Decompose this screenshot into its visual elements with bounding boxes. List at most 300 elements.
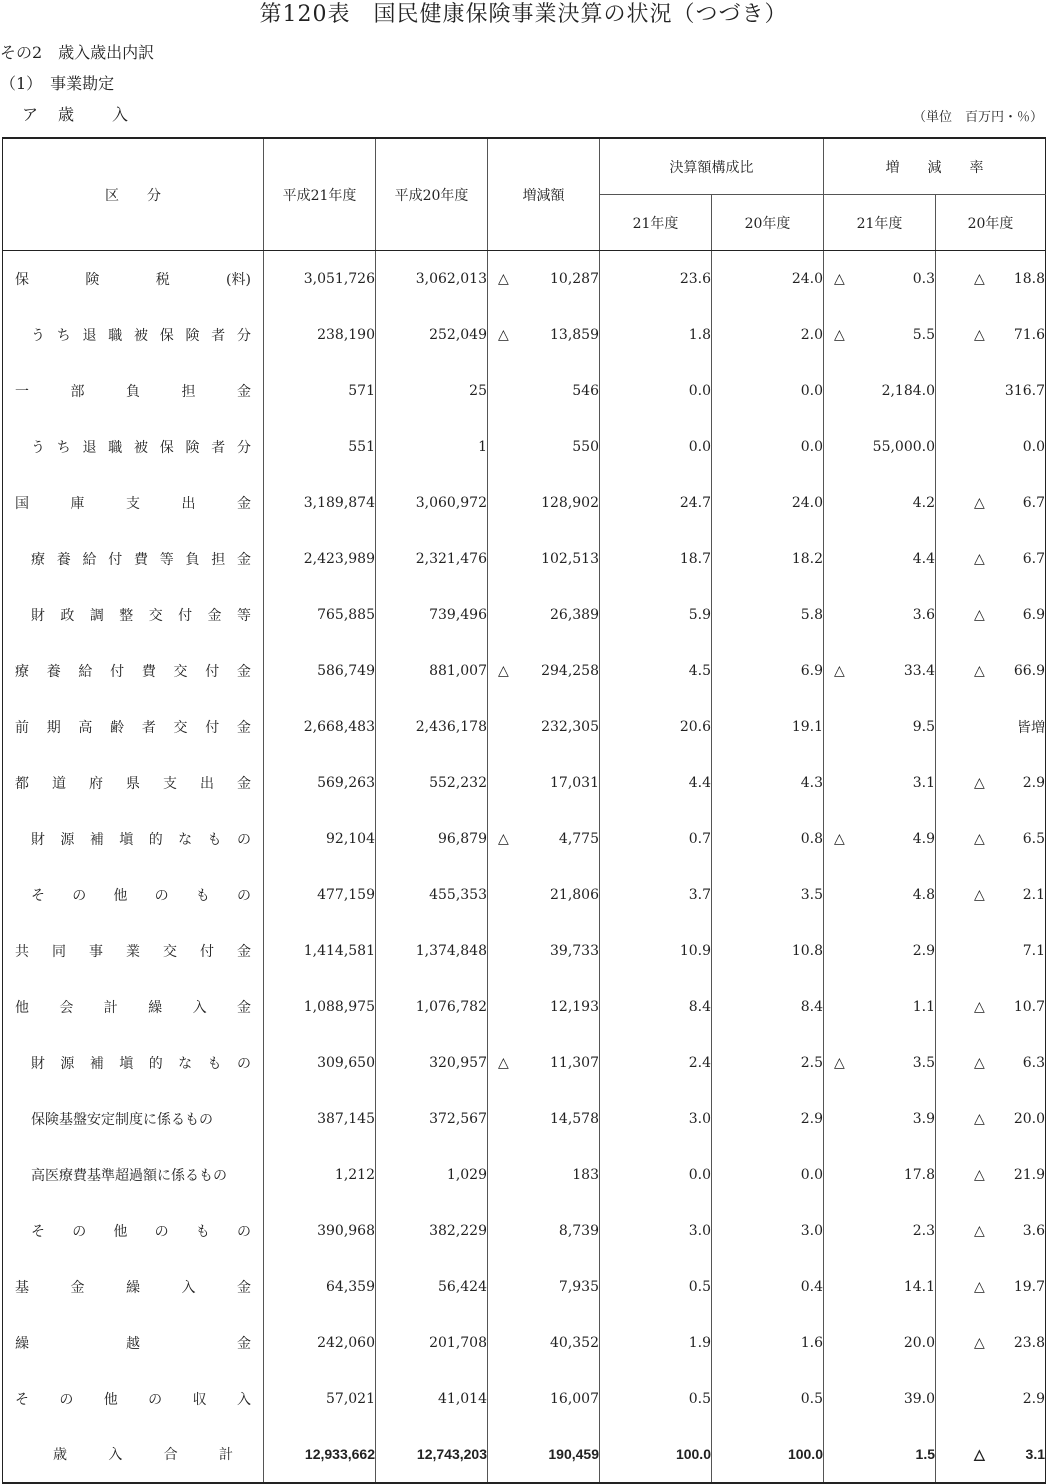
row-label-part: 入 <box>236 1391 251 1408</box>
table-row <box>3 419 1046 475</box>
value-h21: 477,159 <box>264 867 376 923</box>
value-h21: 390,968 <box>264 1203 376 1259</box>
row-label-part: 保 <box>159 439 174 456</box>
header-h20: 平成20年度 <box>376 138 488 251</box>
rate-21 <box>824 475 936 531</box>
row-label-part: 交 <box>173 663 188 680</box>
row-label-part: 保 <box>159 327 174 344</box>
composition-20: 4.3 <box>712 755 824 811</box>
account-subtitle: （1） 事業勘定 <box>0 74 115 93</box>
composition-21: 0.7 <box>600 811 712 867</box>
value-h21: 12,933,662 <box>264 1427 376 1483</box>
value-h20: 3,062,013 <box>376 251 488 307</box>
row-label-part: 付 <box>200 943 214 960</box>
negative-mark: △ <box>974 494 985 511</box>
composition-20: 2.0 <box>712 307 824 363</box>
row-label-part: う <box>31 439 45 456</box>
row-label-part: 調 <box>89 607 104 624</box>
composition-20: 24.0 <box>712 475 824 531</box>
row-label-part: の <box>236 831 251 848</box>
row-label <box>3 307 264 363</box>
rate-21-value: 4.8 <box>912 886 935 903</box>
change-amount <box>488 979 600 1035</box>
row-label-part: 負 <box>126 383 140 400</box>
row-label-part: 療 <box>31 551 45 568</box>
composition-21: 10.9 <box>600 923 712 979</box>
rate-21-value: 33.4 <box>903 662 935 679</box>
row-label-part: の <box>72 1223 87 1240</box>
row-label-part: 付 <box>205 719 220 736</box>
row-label-part: 退 <box>82 327 97 344</box>
row-label-part: 道 <box>52 775 66 792</box>
value-h21: 586,749 <box>264 643 376 699</box>
negative-mark: △ <box>974 1334 985 1351</box>
row-label-part: も <box>195 887 210 904</box>
composition-21: 23.6 <box>600 251 712 307</box>
composition-20: 18.2 <box>712 531 824 587</box>
row-label-part: 金 <box>236 663 251 680</box>
rate-21-value: 3.6 <box>912 606 935 623</box>
table-row <box>3 1315 1046 1371</box>
composition-20: 0.8 <box>712 811 824 867</box>
rate-20-value: 3.6 <box>1022 1222 1045 1239</box>
rate-21-value: 3.9 <box>912 1110 935 1127</box>
row-label-part: 整 <box>119 607 134 624</box>
value-h21: 3,189,874 <box>264 475 376 531</box>
row-label-part: 部 <box>70 383 85 400</box>
value-h20: 41,014 <box>376 1371 488 1427</box>
rate-21 <box>824 1315 936 1371</box>
row-label-part: 者 <box>211 439 226 456</box>
rate-21 <box>824 1035 936 1091</box>
rate-21 <box>824 1203 936 1259</box>
row-label-part: ち <box>56 327 71 344</box>
negative-mark: △ <box>834 1054 845 1071</box>
rate-20 <box>936 699 1046 755</box>
row-label-part: 他 <box>103 1391 118 1408</box>
negative-mark: △ <box>974 998 985 1015</box>
row-label-part: 事 <box>89 943 103 960</box>
value-h20: 1,374,848 <box>376 923 488 979</box>
row-label-part: 金 <box>237 1335 251 1352</box>
rate-21 <box>824 867 936 923</box>
change-amount <box>488 1427 600 1483</box>
rate-21-value: 3.1 <box>912 774 935 791</box>
row-label-part: 的 <box>148 1055 163 1072</box>
change-amount-value: 4,775 <box>558 830 599 847</box>
value-h21: 387,145 <box>264 1091 376 1147</box>
row-label-part: 補 <box>89 1055 104 1072</box>
row-label-part: 他 <box>15 999 29 1016</box>
change-amount-value: 102,513 <box>541 550 599 567</box>
rate-20-value: 7.1 <box>1022 942 1045 959</box>
change-amount-value: 12,193 <box>550 998 599 1015</box>
row-label-part: 税 <box>155 271 170 288</box>
change-amount <box>488 643 600 699</box>
rate-20-value: 19.7 <box>1013 1278 1045 1295</box>
negative-mark: △ <box>974 270 985 287</box>
rate-20-value: 3.1 <box>1025 1445 1045 1462</box>
negative-mark: △ <box>974 1110 985 1127</box>
rate-20-value: 316.7 <box>1004 382 1045 399</box>
row-label <box>3 419 264 475</box>
composition-21: 0.0 <box>600 363 712 419</box>
change-amount-value: 8,739 <box>558 1222 599 1239</box>
rate-20 <box>936 419 1046 475</box>
value-h21: 2,423,989 <box>264 531 376 587</box>
row-label-part: 繰 <box>15 1335 29 1352</box>
value-h20: 12,743,203 <box>376 1427 488 1483</box>
composition-21: 1.8 <box>600 307 712 363</box>
table-row <box>3 923 1046 979</box>
row-label-part: 府 <box>89 775 103 792</box>
composition-21: 5.9 <box>600 587 712 643</box>
value-h21: 569,263 <box>264 755 376 811</box>
value-h21: 57,021 <box>264 1371 376 1427</box>
header-rate-21: 21年度 <box>824 195 936 251</box>
row-label <box>3 1427 264 1483</box>
composition-20: 3.0 <box>712 1203 824 1259</box>
row-label-part: の <box>148 1391 163 1408</box>
change-amount <box>488 811 600 867</box>
row-label <box>3 475 264 531</box>
table-row <box>3 643 1046 699</box>
row-label-part: 的 <box>148 831 163 848</box>
rate-20-value: 20.0 <box>1013 1110 1045 1127</box>
row-label-part: 塡 <box>119 831 134 848</box>
rate-20-value: 6.9 <box>1022 606 1045 623</box>
row-label <box>3 755 264 811</box>
row-label-part: そ <box>31 887 45 904</box>
value-h21: 1,414,581 <box>264 923 376 979</box>
rate-21 <box>824 307 936 363</box>
row-label-part: 塡 <box>119 1055 134 1072</box>
rate-21-value: 9.5 <box>912 718 935 735</box>
row-label-part: 県 <box>126 775 140 792</box>
change-amount-value: 294,258 <box>541 662 599 679</box>
row-label <box>3 923 264 979</box>
row-label-part: 庫 <box>70 495 85 512</box>
change-amount <box>488 1203 600 1259</box>
row-label-part: の <box>236 887 251 904</box>
value-h21: 2,668,483 <box>264 699 376 755</box>
composition-21: 8.4 <box>600 979 712 1035</box>
rate-21 <box>824 1259 936 1315</box>
value-h21: 571 <box>264 363 376 419</box>
row-label-part: 国 <box>15 495 29 512</box>
row-label-part: 職 <box>108 327 123 344</box>
row-label-part: 等 <box>236 607 251 624</box>
change-amount-value: 11,307 <box>550 1054 599 1071</box>
table-row <box>3 1371 1046 1427</box>
rate-21 <box>824 419 936 475</box>
table-row <box>3 1147 1046 1203</box>
negative-mark: △ <box>974 326 985 343</box>
composition-21: 4.5 <box>600 643 712 699</box>
rate-20 <box>936 1259 1046 1315</box>
header-comp-20: 20年度 <box>712 195 824 251</box>
table-row <box>3 699 1046 755</box>
row-label-part: 者 <box>211 327 226 344</box>
rate-20 <box>936 531 1046 587</box>
row-label-part: 一 <box>15 383 29 400</box>
row-label-part: 入 <box>108 1447 123 1463</box>
row-label-part: 収 <box>192 1391 207 1408</box>
row-label-part: 給 <box>82 551 97 568</box>
table-row <box>3 1259 1046 1315</box>
row-label <box>3 1371 264 1427</box>
rate-20 <box>936 979 1046 1035</box>
row-label-part: 金 <box>237 495 251 512</box>
value-h21: 551 <box>264 419 376 475</box>
rate-20 <box>936 1091 1046 1147</box>
row-label-part: 出 <box>181 495 196 512</box>
rate-20 <box>936 923 1046 979</box>
negative-mark: △ <box>974 774 985 791</box>
change-amount-value: 21,806 <box>550 886 599 903</box>
negative-mark: △ <box>974 662 985 679</box>
rate-21 <box>824 1427 936 1483</box>
rate-20-value: 2.1 <box>1022 886 1045 903</box>
change-amount <box>488 475 600 531</box>
header-h21: 平成21年度 <box>264 138 376 251</box>
composition-21: 4.4 <box>600 755 712 811</box>
row-label <box>3 587 264 643</box>
negative-mark: △ <box>974 830 985 847</box>
composition-20: 8.4 <box>712 979 824 1035</box>
composition-20: 2.9 <box>712 1091 824 1147</box>
table-row <box>3 475 1046 531</box>
row-label-part: 養 <box>46 663 61 680</box>
rate-20 <box>936 1315 1046 1371</box>
composition-20: 19.1 <box>712 699 824 755</box>
negative-mark: △ <box>834 830 845 847</box>
row-label-part: 出 <box>200 775 214 792</box>
table-row <box>3 531 1046 587</box>
row-label <box>3 1091 264 1147</box>
table-row <box>3 1203 1046 1259</box>
negative-mark: △ <box>974 1222 985 1239</box>
table-row <box>3 363 1046 419</box>
change-amount <box>488 923 600 979</box>
change-amount-value: 14,578 <box>550 1110 599 1127</box>
header-composition: 決算額構成比 <box>600 138 824 195</box>
rate-21-value: 17.8 <box>903 1166 935 1183</box>
row-label-part: 前 <box>15 719 29 736</box>
table-row <box>3 867 1046 923</box>
rate-21 <box>824 923 936 979</box>
row-label-part: 業 <box>126 943 140 960</box>
row-label-part: 合 <box>163 1447 178 1463</box>
row-label-part: 他 <box>113 1223 128 1240</box>
rate-21 <box>824 979 936 1035</box>
row-label-part: 保 <box>15 271 29 288</box>
row-label-part: 越 <box>126 1335 140 1352</box>
change-amount <box>488 587 600 643</box>
row-label-part: 政 <box>60 607 75 624</box>
row-label-part: 分 <box>237 439 251 456</box>
row-label-part: な <box>178 1055 193 1072</box>
row-label <box>3 643 264 699</box>
row-label-part: 負 <box>185 551 200 568</box>
row-label-part: 担 <box>181 383 196 400</box>
row-label-part: 金 <box>236 719 251 736</box>
change-amount-value: 183 <box>572 1166 599 1183</box>
rate-21 <box>824 811 936 867</box>
row-label-part: の <box>154 1223 169 1240</box>
composition-20: 24.0 <box>712 251 824 307</box>
rate-20 <box>936 1035 1046 1091</box>
rate-21 <box>824 531 936 587</box>
composition-21: 2.4 <box>600 1035 712 1091</box>
value-h20: 739,496 <box>376 587 488 643</box>
row-label <box>3 251 264 307</box>
negative-mark: △ <box>498 270 509 287</box>
row-label <box>3 531 264 587</box>
composition-21: 20.6 <box>600 699 712 755</box>
value-h20: 455,353 <box>376 867 488 923</box>
value-h20: 3,060,972 <box>376 475 488 531</box>
rate-21-value: 39.0 <box>903 1390 935 1407</box>
row-label-part: な <box>178 831 193 848</box>
negative-mark: △ <box>974 606 985 623</box>
change-amount <box>488 363 600 419</box>
table-row <box>3 251 1046 307</box>
rate-21 <box>824 1371 936 1427</box>
composition-21: 24.7 <box>600 475 712 531</box>
row-label-part: 交 <box>173 719 188 736</box>
row-label-part: 期 <box>46 719 61 736</box>
change-amount-value: 7,935 <box>558 1278 599 1295</box>
row-label <box>3 867 264 923</box>
rate-20 <box>936 475 1046 531</box>
row-label-part: の <box>154 887 169 904</box>
negative-mark: △ <box>834 662 845 679</box>
row-label-part: 退 <box>82 439 97 456</box>
value-h20: 2,321,476 <box>376 531 488 587</box>
change-amount-value: 40,352 <box>550 1334 599 1351</box>
row-label <box>3 699 264 755</box>
header-change: 増減額 <box>488 138 600 251</box>
row-label-part: 共 <box>15 943 29 960</box>
composition-21: 18.7 <box>600 531 712 587</box>
composition-20: 0.0 <box>712 1147 824 1203</box>
row-label-part: ち <box>56 439 71 456</box>
rate-20-value: 18.8 <box>1013 270 1045 287</box>
rate-21-value: 0.3 <box>912 270 935 287</box>
rate-20-value: 6.7 <box>1022 550 1045 567</box>
row-label-part: 給 <box>78 663 93 680</box>
change-amount-value: 190,459 <box>548 1446 599 1462</box>
rate-21-value: 1.5 <box>915 1446 935 1462</box>
revenue-subtitle: ア 歳 入 <box>22 105 131 124</box>
value-h20: 25 <box>376 363 488 419</box>
value-h20: 252,049 <box>376 307 488 363</box>
row-label-part: 金 <box>237 775 251 792</box>
rate-21 <box>824 363 936 419</box>
value-h21: 64,359 <box>264 1259 376 1315</box>
rate-20-value: 6.7 <box>1022 494 1045 511</box>
header-comp-21: 21年度 <box>600 195 712 251</box>
composition-21: 3.0 <box>600 1203 712 1259</box>
rate-20-value: 6.5 <box>1022 830 1045 847</box>
row-label-part: 金 <box>237 1279 251 1296</box>
value-h21: 765,885 <box>264 587 376 643</box>
composition-20: 0.0 <box>712 363 824 419</box>
row-label-part: 高 <box>78 719 93 736</box>
header-rate: 増 減 率 <box>824 138 1046 195</box>
value-h21: 1,088,975 <box>264 979 376 1035</box>
composition-20: 0.4 <box>712 1259 824 1315</box>
row-label-part: 養 <box>56 551 71 568</box>
row-label-part: 金 <box>237 551 251 568</box>
row-label-part: 支 <box>163 775 177 792</box>
row-label-part: 付 <box>108 551 123 568</box>
value-h20: 372,567 <box>376 1091 488 1147</box>
row-label-part: 費 <box>141 663 156 680</box>
rate-20 <box>936 587 1046 643</box>
row-label-part: も <box>207 1055 222 1072</box>
rate-21-value: 3.5 <box>912 1054 935 1071</box>
composition-20: 0.5 <box>712 1371 824 1427</box>
row-label-part: 基 <box>15 1279 29 1296</box>
rate-21-value: 14.1 <box>903 1278 935 1295</box>
rate-21-value: 4.9 <box>912 830 935 847</box>
rate-21 <box>824 643 936 699</box>
value-h21: 3,051,726 <box>264 251 376 307</box>
negative-mark: △ <box>974 1278 985 1295</box>
row-label-part: 繰 <box>148 999 163 1016</box>
composition-21: 0.0 <box>600 419 712 475</box>
negative-mark: △ <box>974 1445 985 1462</box>
row-label <box>3 1315 264 1371</box>
change-amount <box>488 867 600 923</box>
rate-20-value: 21.9 <box>1013 1166 1045 1183</box>
table-row <box>3 307 1046 363</box>
rate-20 <box>936 1427 1046 1483</box>
row-label-part: 入 <box>192 999 207 1016</box>
value-h20: 881,007 <box>376 643 488 699</box>
row-label-part: 金 <box>207 607 222 624</box>
row-label <box>3 979 264 1035</box>
row-label-part: う <box>31 327 45 344</box>
row-label-part: 担 <box>211 551 226 568</box>
composition-21: 0.5 <box>600 1371 712 1427</box>
row-label-part: 費 <box>134 551 148 568</box>
row-label <box>3 1035 264 1091</box>
negative-mark: △ <box>498 830 509 847</box>
row-label-part: 高医療費基準超過額に係るもの <box>31 1167 227 1184</box>
change-amount-value: 10,287 <box>550 270 599 287</box>
rate-21-value: 20.0 <box>903 1334 935 1351</box>
value-h21: 1,212 <box>264 1147 376 1203</box>
change-amount <box>488 419 600 475</box>
row-label-part: 被 <box>134 439 148 456</box>
value-h20: 2,436,178 <box>376 699 488 755</box>
row-label-part: 金 <box>237 943 251 960</box>
rate-20-value: 10.7 <box>1013 998 1045 1015</box>
row-label-part: 同 <box>52 943 66 960</box>
rate-20 <box>936 867 1046 923</box>
row-label-part: 者 <box>141 719 156 736</box>
rate-21-value: 2,184.0 <box>881 382 935 399</box>
table-row <box>3 811 1046 867</box>
table-row <box>3 979 1046 1035</box>
row-label-part: 歳 <box>53 1447 67 1463</box>
table-row <box>3 755 1046 811</box>
change-amount-value: 546 <box>572 382 599 399</box>
row-label-part: 他 <box>113 887 128 904</box>
